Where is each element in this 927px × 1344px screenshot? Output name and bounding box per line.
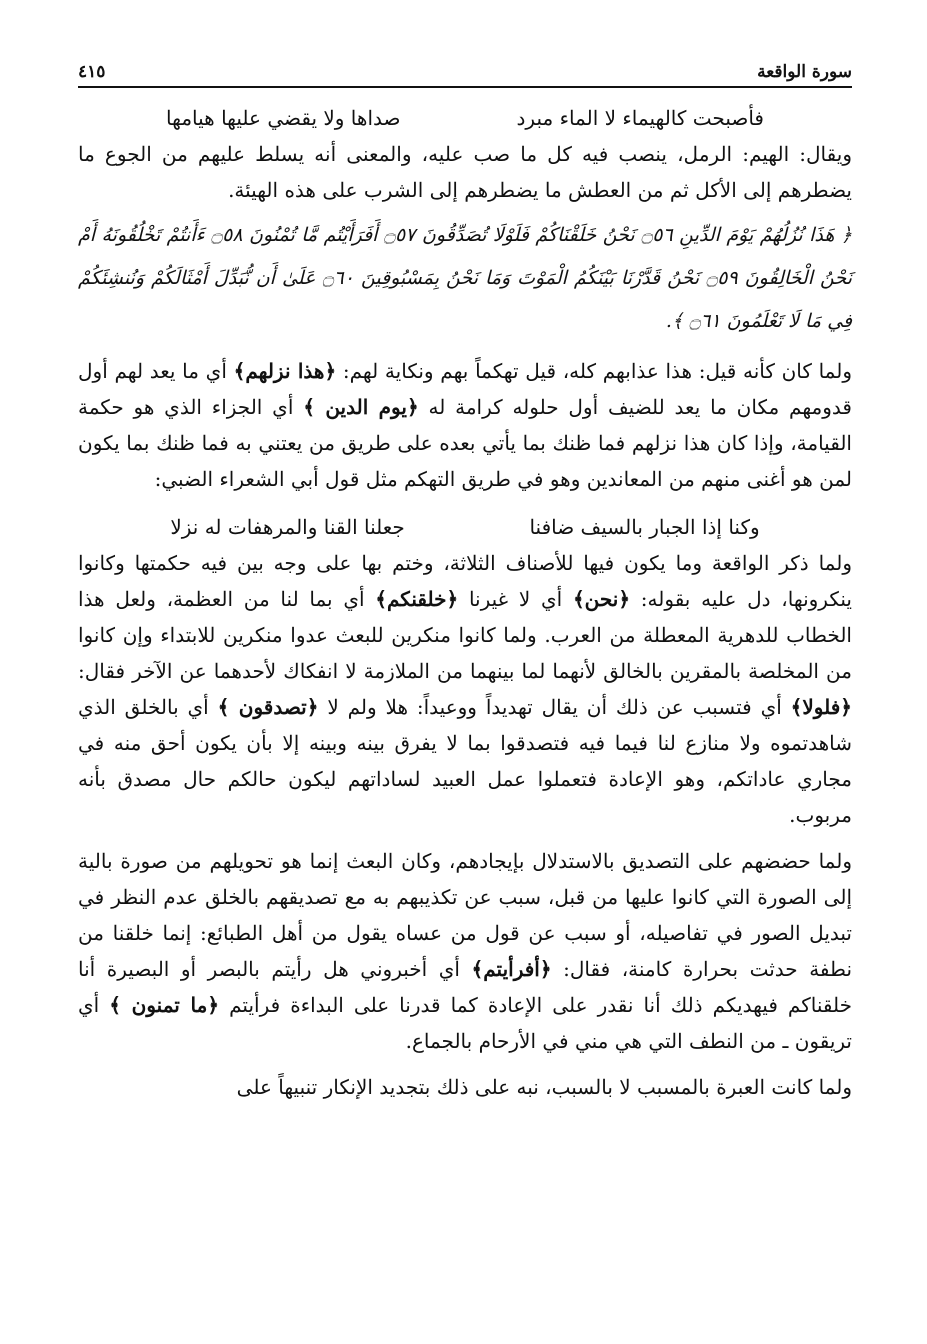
paragraph-hiim-meaning: ويقال: الهيم: الرمل، ينصب فيه كل ما صب عليه، والمعنى أنه يسلط عليهم من الجوع ما يضطرهم إلى الأكل ثم من العطش ما يضطرهم إلى الشرب على هذه الهيئة.: [78, 142, 852, 202]
page-number: ٤١٥: [78, 62, 106, 82]
paragraph-resurrection: ولما حضضهم على التصديق بالاستدلال بإيجادهم، وكان البعث إنما هو تحويلهم من صورة بالية إلى الصورة التي كانوا عليها من قبل، سبب عن تكذيبهم به مع تصديقهم بالخلق عدم النظر في تبديل الصور في تفاصيله، أو سبب عن قول من عساه يقول من أهل الطبائع: إنما خلقنا من نطفة حدثت بحرارة كامنة، فقال: ﴿أفرأيتم﴾ أي أخبروني هل رأيتم بالبصر أو البصيرة أنا خلقناكم فيهديكم ذلك أنا نقدر على الإعادة كما قدرنا على البداءة فرأيتم ﴿ما تمنون ﴾ أي تريقون ـ من النطف التي هي مني في الأرحام بالجماع.: [78, 849, 853, 1053]
poem-hemistich-2: صداها ولا يقضي عليها هيامها: [166, 106, 401, 130]
poem-hemistich-2: جعلنا القنا والمرهفات له نزلا: [170, 515, 405, 539]
quran-quote: ﴿نحن﴾: [572, 587, 631, 611]
quran-quote: ﴿تصدقون ﴾: [217, 695, 319, 719]
poem-verse-2: [78, 509, 852, 545]
quran-quote: ﴿يوم الدين ﴾: [303, 395, 419, 419]
quran-verses: ﴿ هَذَا نُزُلُهُمْ يَوْمَ الدِّينِ ۝٥٦ نَحْنُ خَلَقْنَاكُمْ فَلَوْلَا تُصَدِّقُونَ ۝٥٧ أَفَرَأَيْتُم مَّا تُمْنُونَ ۝٥٨ ءَأَنتُمْ تَخْلُقُونَهُ أَمْ نَحْنُ الْخَالِقُونَ ۝٥٩ نَحْنُ قَدَّرْنَا بَيْنَكُمُ الْمَوْتَ وَمَا نَحْنُ بِمَسْبُوقِينَ ۝٦٠ عَلَىٰ أَن نُّبَدِّلَ أَمْثَالَكُمْ وَنُنشِئَكُمْ فِي مَا لَا تَعْلَمُونَ ۝٦١ ﴾.: [78, 224, 852, 332]
book-page: [78, 52, 852, 1332]
page-header: [78, 52, 852, 88]
quran-quote: ﴿فلولا﴾: [790, 695, 853, 719]
quran-quote: ﴿ما تمنون ﴾: [109, 993, 220, 1017]
poem-verse-1: [78, 100, 852, 136]
quran-quote: ﴿هذا نزلهم﴾: [233, 359, 337, 383]
poem-hemistich-1: فأصبحت كالهيماء لا الماء مبرد: [516, 106, 764, 130]
quran-quote: ﴿أفرأيتم﴾: [471, 957, 552, 981]
paragraph-creation: ولما ذكر الواقعة وما يكون فيها للأصناف الثلاثة، وختم بها على وجه بين فيه حكمتها وكانوا ينكرونها، دل عليه بقوله: ﴿نحن﴾ أي لا غيرنا ﴿خلقنكم﴾ أي بما لنا من العظمة، ولعل هذا الخطاب للدهرية المعطلة من العرب. ولما كانوا منكرين للبعث عدوا منكرين للابتداء وإن كانوا من المخلصة بالمقرين بالخالق لأنهما لما بينهما من الملازمة لا انفكاك لأحدهما عن الآخر فقال: ﴿فلولا﴾ أي فتسبب عن ذلك أن يقال تهديداً ووعيداً: هلا ولم لا ﴿تصدقون ﴾ أي بالخلق الذي شاهدتموه ولا منازع لنا فيما فيه فتصدقوا بما لا يفرق بينه وبينه إلا بأن يكون أحق منه في مجاري عاداتكم، وهو الإعادة فتعملوا عمل العبيد لساداتهم ليكون حالكم حال مصدق بأنه مربوب.: [78, 551, 853, 827]
paragraph-nuzul: ولما كان كأنه قيل: هذا عذابهم كله، قيل تهكماً بهم ونكاية لهم: ﴿هذا نزلهم﴾ أي ما يعد لهم أول قدومهم مكان ما يعد للضيف أول حلوله كرامة له ﴿يوم الدين ﴾ أي الجزاء الذي هو حكمة القيامة، وإذا كان هذا نزلهم فما ظنك بما يأتي بعده على طريق من يعتني به فما ظنك بما يكون لمن هو أغنى منهم من المعاندين وهو في طريق التهكم مثل قول أبي الشعراء الضبي:: [78, 359, 852, 491]
surah-title: سورة الواقعة: [757, 62, 852, 82]
poem-hemistich-1: وكنا إذا الجبار بالسيف ضافنا: [529, 515, 760, 539]
quran-quote: ﴿خلقنكم﴾: [375, 587, 459, 611]
paragraph-cause: ولما كانت العبرة بالمسبب لا بالسبب، نبه على ذلك بتجديد الإنكار تنبيهاً على: [236, 1075, 852, 1099]
